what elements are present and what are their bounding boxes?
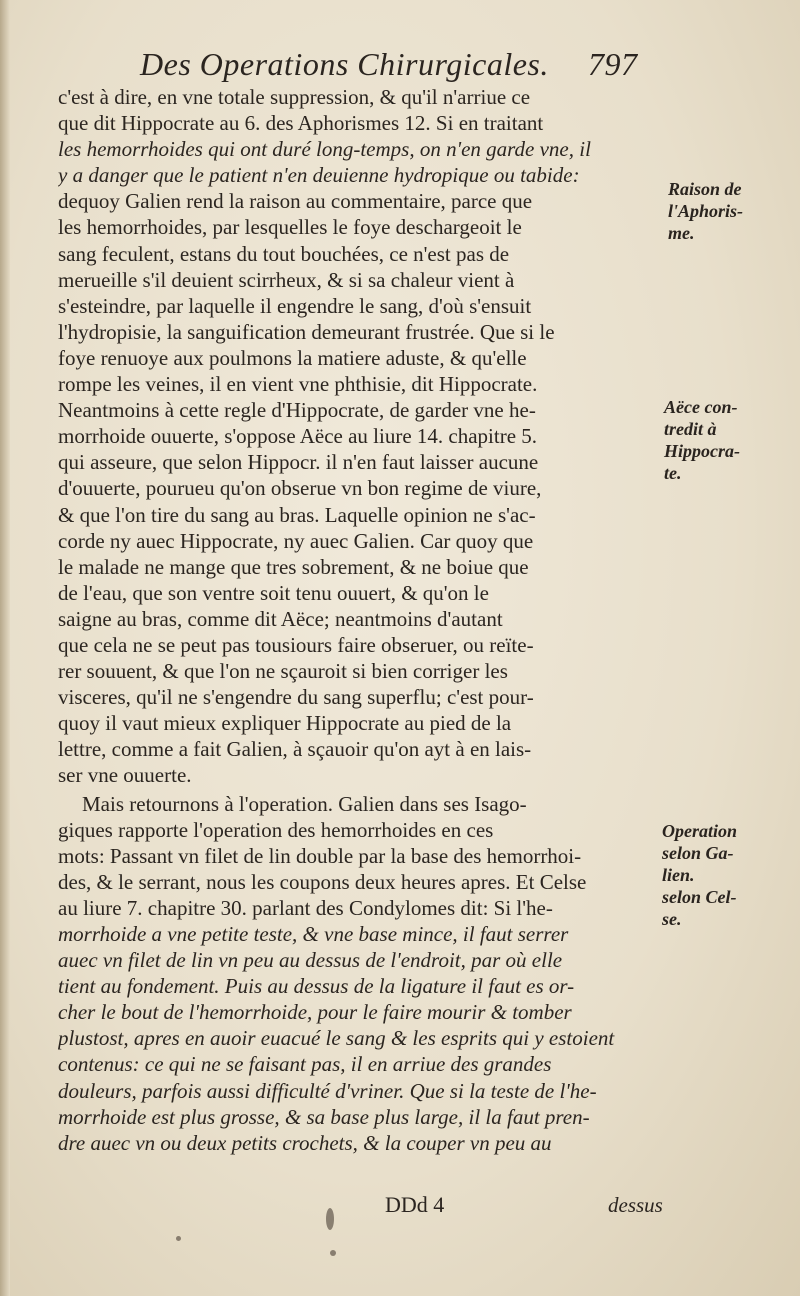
text-line: foye renuoye aux poulmons la matiere aduste, & qu'elle [58,345,527,370]
text-line: rompe les veines, il en vient vne phthisie, dit Hippocrate. [58,372,538,397]
margin-note-line: tredit à [664,419,717,439]
text-line: lettre, comme a fait Galien, à sçauoir qu'on ayt à en lais- [58,737,532,762]
text-line: s'esteindre, par laquelle il engendre le sang, d'où s'ensuit [58,293,532,318]
text-line: morrhoide est plus grosse, & sa base plus large, il la faut pren- [58,1104,590,1129]
text-line: & que l'on tire du sang au bras. Laquelle opinion ne s'ac- [58,502,536,527]
text-line: les hemorrhoides qui ont duré long-temps, on n'en garde vne, il [58,137,591,162]
footer-signature-line [385,1190,545,1220]
text-line: Mais retournons à l'operation. Galien dans ses Isago- [82,791,527,816]
text-line: que cela ne se peut pas tousiours faire obseruer, ou reïte- [58,632,534,657]
text-line: sang feculent, estans du tout bouchées, ce n'est pas de [58,241,510,266]
text-line: dequoy Galien rend la raison au commentaire, parce que [58,189,533,214]
text-line: merueille s'il deuient scirrheux, & si sa chaleur vient à [58,267,515,292]
text-line: quoy il vaut mieux expliquer Hippocrate au pied de la [58,711,512,736]
margin-note-line: selon Ga- [662,843,734,863]
running-header [140,42,660,86]
text-line: auec vn filet de lin vn peu au dessus de l'endroit, par où elle [58,948,563,973]
margin-note-line: l'Aphoris- [668,201,744,221]
text-line: corde ny auec Hippocrate, ny auec Galien. Car quoy que [58,528,534,553]
page-number: 797 [588,46,638,82]
text-line: contenus: ce qui ne se faisant pas, il en arriue des grandes [58,1052,552,1077]
text-line: saigne au bras, comme dit Aëce; neantmoins d'autant [58,606,503,631]
running-title: Des Operations Chirurgicales. [140,46,549,82]
text-line: douleurs, parfois aussi difficulté d'vriner. Que si la teste de l'he- [58,1078,597,1103]
ink-dot [330,1250,336,1256]
margin-note-line: Aëce con- [664,397,738,417]
text-line: mots: Passant vn filet de lin double par la base des hemorrhoi- [58,843,582,868]
margin-note-line: Operation [662,821,738,841]
margin-note-line: selon Cel- [662,887,737,907]
text-line: des, & le serrant, nous les coupons deux heures apres. Et Celse [58,869,587,894]
text-line: que dit Hippocrate au 6. des Aphorismes 12. Si en traitant [58,111,544,136]
text-line: le malade ne mange que tres sobrement, & ne boiue que [58,554,529,579]
text-line: morrhoide ouuerte, s'oppose Aëce au liure 14. chapitre 5. [58,424,538,449]
body-text [58,84,662,1156]
text-line: giques rapporte l'operation des hemorrhoides en ces [58,817,494,842]
text-line: Neantmoins à cette regle d'Hippocrate, de garder vne he- [58,398,536,423]
text-line: cher le bout de l'hemorrhoide, pour le faire mourir & tomber [58,1000,572,1025]
ink-dot [176,1236,181,1241]
text-line: dre auec vn ou deux petits crochets, & la couper vn peu au [58,1130,552,1155]
text-line: d'ouuerte, pourueu qu'on obserue vn bon regime de viure, [58,476,542,501]
text-line: c'est à dire, en vne totale suppression, & qu'il n'arriue ce [58,85,531,109]
page-edge [0,0,10,1296]
text-line: l'hydropisie, la sanguification demeurant frustrée. Que si le [58,319,555,344]
margin-note-line: Hippocra- [664,441,740,461]
text-line: de l'eau, que son ventre soit tenu ouuert, & qu'on le [58,580,489,605]
ink-blot [326,1208,334,1230]
text-line: ser vne ouuerte. [58,763,192,788]
margin-note-line: Raison de [668,179,742,199]
signature-mark: DDd 4 [385,1192,445,1217]
margin-note-line: me. [668,223,695,243]
catchword: dessus [608,1193,663,1217]
text-line: morrhoide a vne petite teste, & vne base mince, il faut serrer [58,922,569,946]
text-line: au liure 7. chapitre 30. parlant des Condylomes dit: Si l'he- [58,895,553,920]
margin-note-line: lien. [662,865,695,885]
text-line: qui asseure, que selon Hippocr. il n'en faut laisser aucune [58,450,539,475]
margin-note-aece [664,396,794,484]
margin-note-line: te. [664,463,682,483]
text-line: y a danger que le patient n'en deuienne hydropique ou tabide: [58,163,580,188]
text-line: plustost, apres en auoir euacué le sang & les esprits qui y estoient [58,1026,615,1051]
text-line: rer souuent, & que l'on ne sçauroit si bien corriger les [58,659,508,684]
text-line: les hemorrhoides, par lesquelles le foye deschargeoit le [58,215,522,240]
margin-note-operation [662,820,792,930]
margin-note-raison [668,178,788,244]
text-line: visceres, qu'il ne s'engendre du sang superflu; c'est pour- [58,685,534,710]
text-line: tient au fondement. Puis au dessus de la ligature il faut es or- [58,974,575,999]
margin-note-line: se. [662,909,682,929]
